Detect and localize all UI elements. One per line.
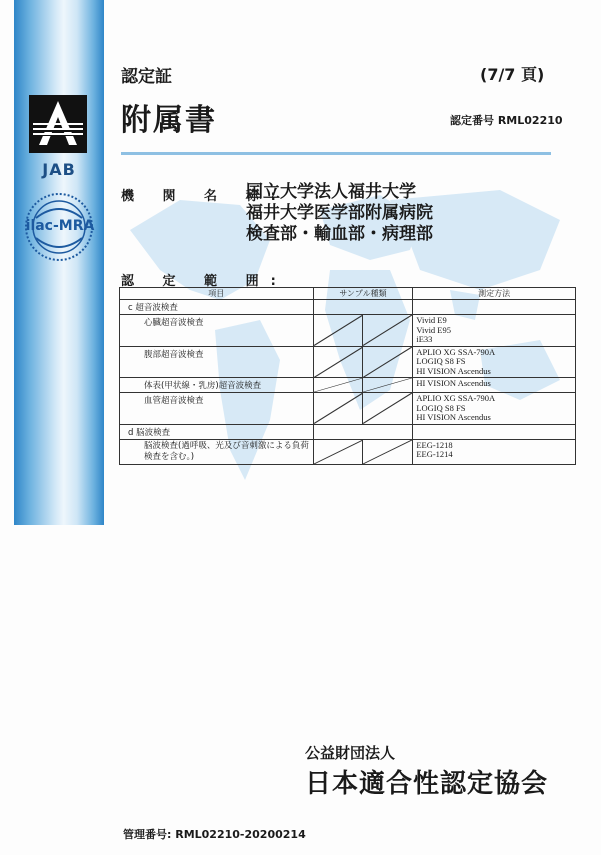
- row-item: 体表(甲状線・乳房)超音波検査: [120, 378, 314, 393]
- table-row: [120, 439, 576, 464]
- sample-slash: [313, 378, 363, 393]
- sample-slash: [363, 346, 413, 378]
- row-item: c 超音波検査: [120, 300, 314, 315]
- sample-slash: [313, 346, 363, 378]
- organization-subtitle: 公益財団法人: [305, 744, 396, 762]
- column-header-method: 測定方法: [413, 288, 576, 300]
- row-sample: [313, 424, 413, 439]
- row-method: HI VISION Ascendus: [413, 378, 576, 393]
- row-method: [413, 300, 576, 315]
- organization-name: 日本適合性認定協会: [305, 769, 549, 799]
- row-item: d 脳波検査: [120, 424, 314, 439]
- certification-number: 認定番号 RML02210: [450, 114, 563, 127]
- row-method: APLIO XG SSA-790A LOGIQ S8 FS HI VISION Ascendus: [413, 346, 576, 378]
- institution-label: 機 関 名 称:: [121, 189, 288, 204]
- row-item: 心臓超音波検査: [120, 315, 314, 347]
- row-item: 脳波検査(過呼吸、光及び音刺激による負荷検査を含む。): [120, 439, 314, 464]
- header-divider: [121, 152, 551, 155]
- ilac-mra-text: ilac-MRA: [25, 218, 95, 234]
- sample-slash: [313, 439, 363, 464]
- table-header-row: [120, 288, 576, 300]
- sample-slash: [313, 393, 363, 425]
- table-row: [120, 378, 576, 393]
- row-method: Vivid E9 Vivid E95 iE33: [413, 315, 576, 347]
- row-method: [413, 424, 576, 439]
- ilac-mra-logo: [22, 190, 97, 265]
- row-method: EEG-1218 EEG-1214: [413, 439, 576, 464]
- sample-slash: [363, 315, 413, 347]
- table-row: [120, 300, 576, 315]
- sample-slash: [363, 393, 413, 425]
- jab-logo-icon: [29, 95, 87, 153]
- sample-slash: [363, 378, 413, 393]
- row-item: 血管超音波検査: [120, 393, 314, 425]
- sample-slash: [313, 315, 363, 347]
- institution-line: 検査部・輸血部・病理部: [246, 224, 433, 244]
- institution-name: [246, 182, 433, 245]
- table-row: [120, 346, 576, 378]
- column-header-sample: サンプル種類: [313, 288, 413, 300]
- table-row: [120, 424, 576, 439]
- row-method: APLIO XG SSA-790A LOGIQ S8 FS HI VISION Ascendus: [413, 393, 576, 425]
- scope-table: [119, 287, 576, 465]
- institution-line: 福井大学医学部附属病院: [246, 203, 433, 223]
- scope-label: 認 定 範 囲:: [121, 274, 288, 289]
- institution-line: 国立大学法人福井大学: [246, 182, 416, 202]
- column-header-item: 項目: [120, 288, 314, 300]
- annex-title: 附属書: [121, 103, 217, 138]
- sample-slash: [363, 439, 413, 464]
- certificate-title: 認定証: [121, 67, 172, 87]
- row-item: 腹部超音波検査: [120, 346, 314, 378]
- table-row: [120, 315, 576, 347]
- page-number: (7/7 頁): [480, 65, 545, 84]
- table-row: [120, 393, 576, 425]
- management-number: 管理番号: RML02210-20200214: [123, 828, 306, 841]
- row-sample: [313, 300, 413, 315]
- jab-text: JAB: [42, 160, 76, 179]
